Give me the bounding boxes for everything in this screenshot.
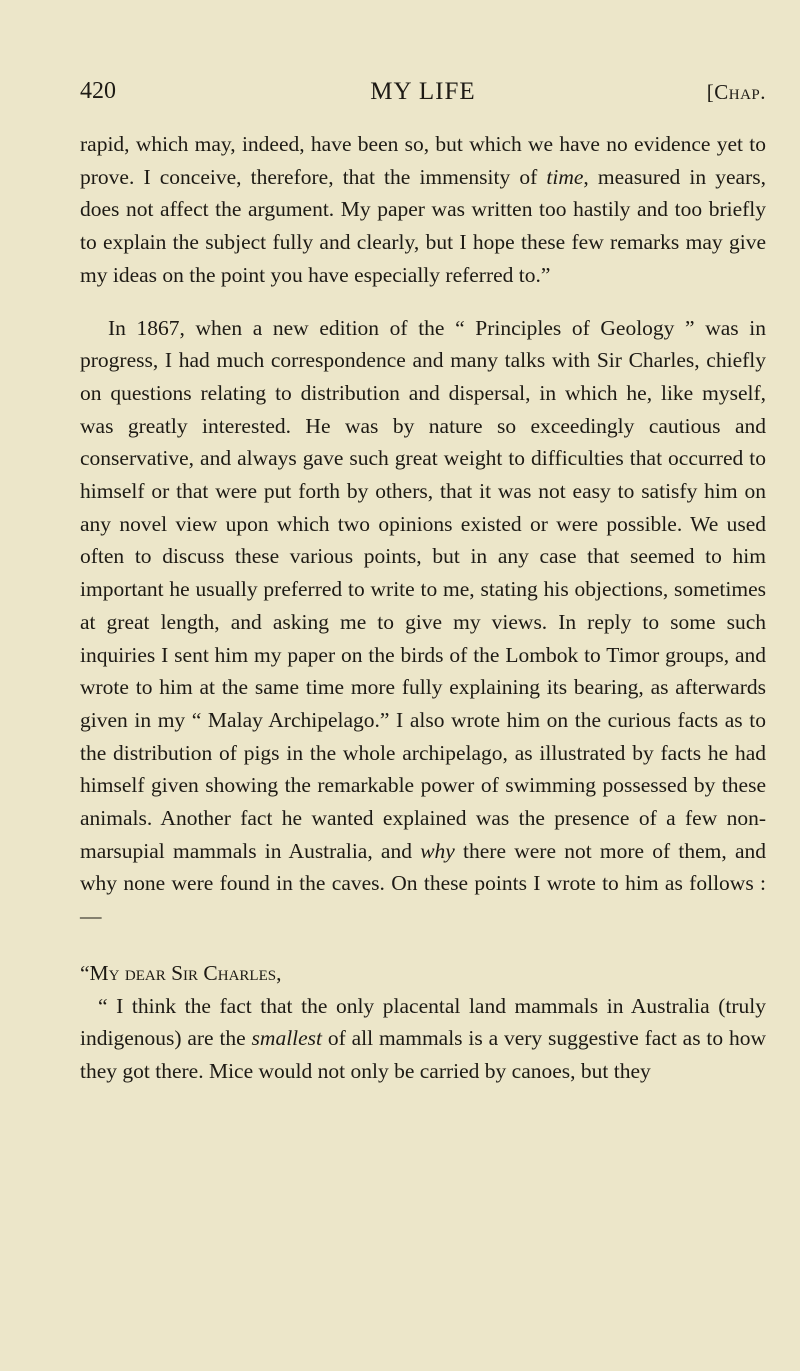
salutation-text: “My dear Sir Charles, xyxy=(80,960,282,985)
running-title: MY LIFE xyxy=(370,78,476,105)
emphasis-smallest: smallest xyxy=(251,1026,323,1051)
emphasis-why: why xyxy=(420,838,455,863)
text-segment: rapid, which may, indeed, have been so, but which we have no evidence yet to prove. I conceive, therefore, that the immensity of xyxy=(80,132,766,189)
text-segment: “ I think the fact that the only placental land mammals in Australia (truly indigenous) are the xyxy=(80,993,766,1051)
paragraph-1867 xyxy=(80,312,766,933)
emphasis-time: time xyxy=(546,164,584,189)
page-header xyxy=(80,78,766,118)
text-segment: there were not more of them, and why none were found in the caves. On these points I wrote to him as follows :— xyxy=(80,838,766,929)
chapter-label: [Chap. xyxy=(706,80,766,104)
body-text xyxy=(80,128,766,1088)
text-segment: , measured in years, does not affect the argument. My paper was written too hastily and too briefly to explain the subject fully and clearly, but I hope these few remarks may give my ideas on the point you have especially referred to.” xyxy=(80,164,767,287)
letter-body xyxy=(80,990,766,1088)
paragraph-continuation xyxy=(80,128,766,292)
text-segment: In 1867, when a new edition of the “ Principles of Geology ” was in progress, I had much correspondence and many talks with Sir Charles, chiefly on questions relating to distribution and dispersal, in which he, like myself, was greatly interested. He was by nature so exceedingly cautious and conservative, and always gave such great weight to difficulties that occurred to himself or that were put forth by others, that it was not easy to satisfy him on any novel view upon which two opinions existed or were possible. We used often to discuss these various points, but in any case that seemed to him important he usually preferred to write to me, stating his objections, sometimes at great length, and asking me to give my views. In reply to some such inquiries I sent him my paper on the birds of the Lombok to Timor groups, and wrote to him at the same time more fully explaining its bearing, as afterwards given in my “ Malay Archipelago.” I also wrote him on the curious facts as to the distribution of pigs in the whole archipelago, as illustrated by facts he had himself given showing the remarkable power of swimming possessed by these animals. Another fact he wanted explained was the presence of a few non-marsupial mammals in Australia, and xyxy=(80,315,766,863)
letter-salutation xyxy=(80,957,766,990)
text-segment: of all mammals is a very suggestive fact as to how they got there. Mice would not only be carried by canoes, but they xyxy=(80,1026,766,1083)
page-number: 420 xyxy=(80,78,116,104)
